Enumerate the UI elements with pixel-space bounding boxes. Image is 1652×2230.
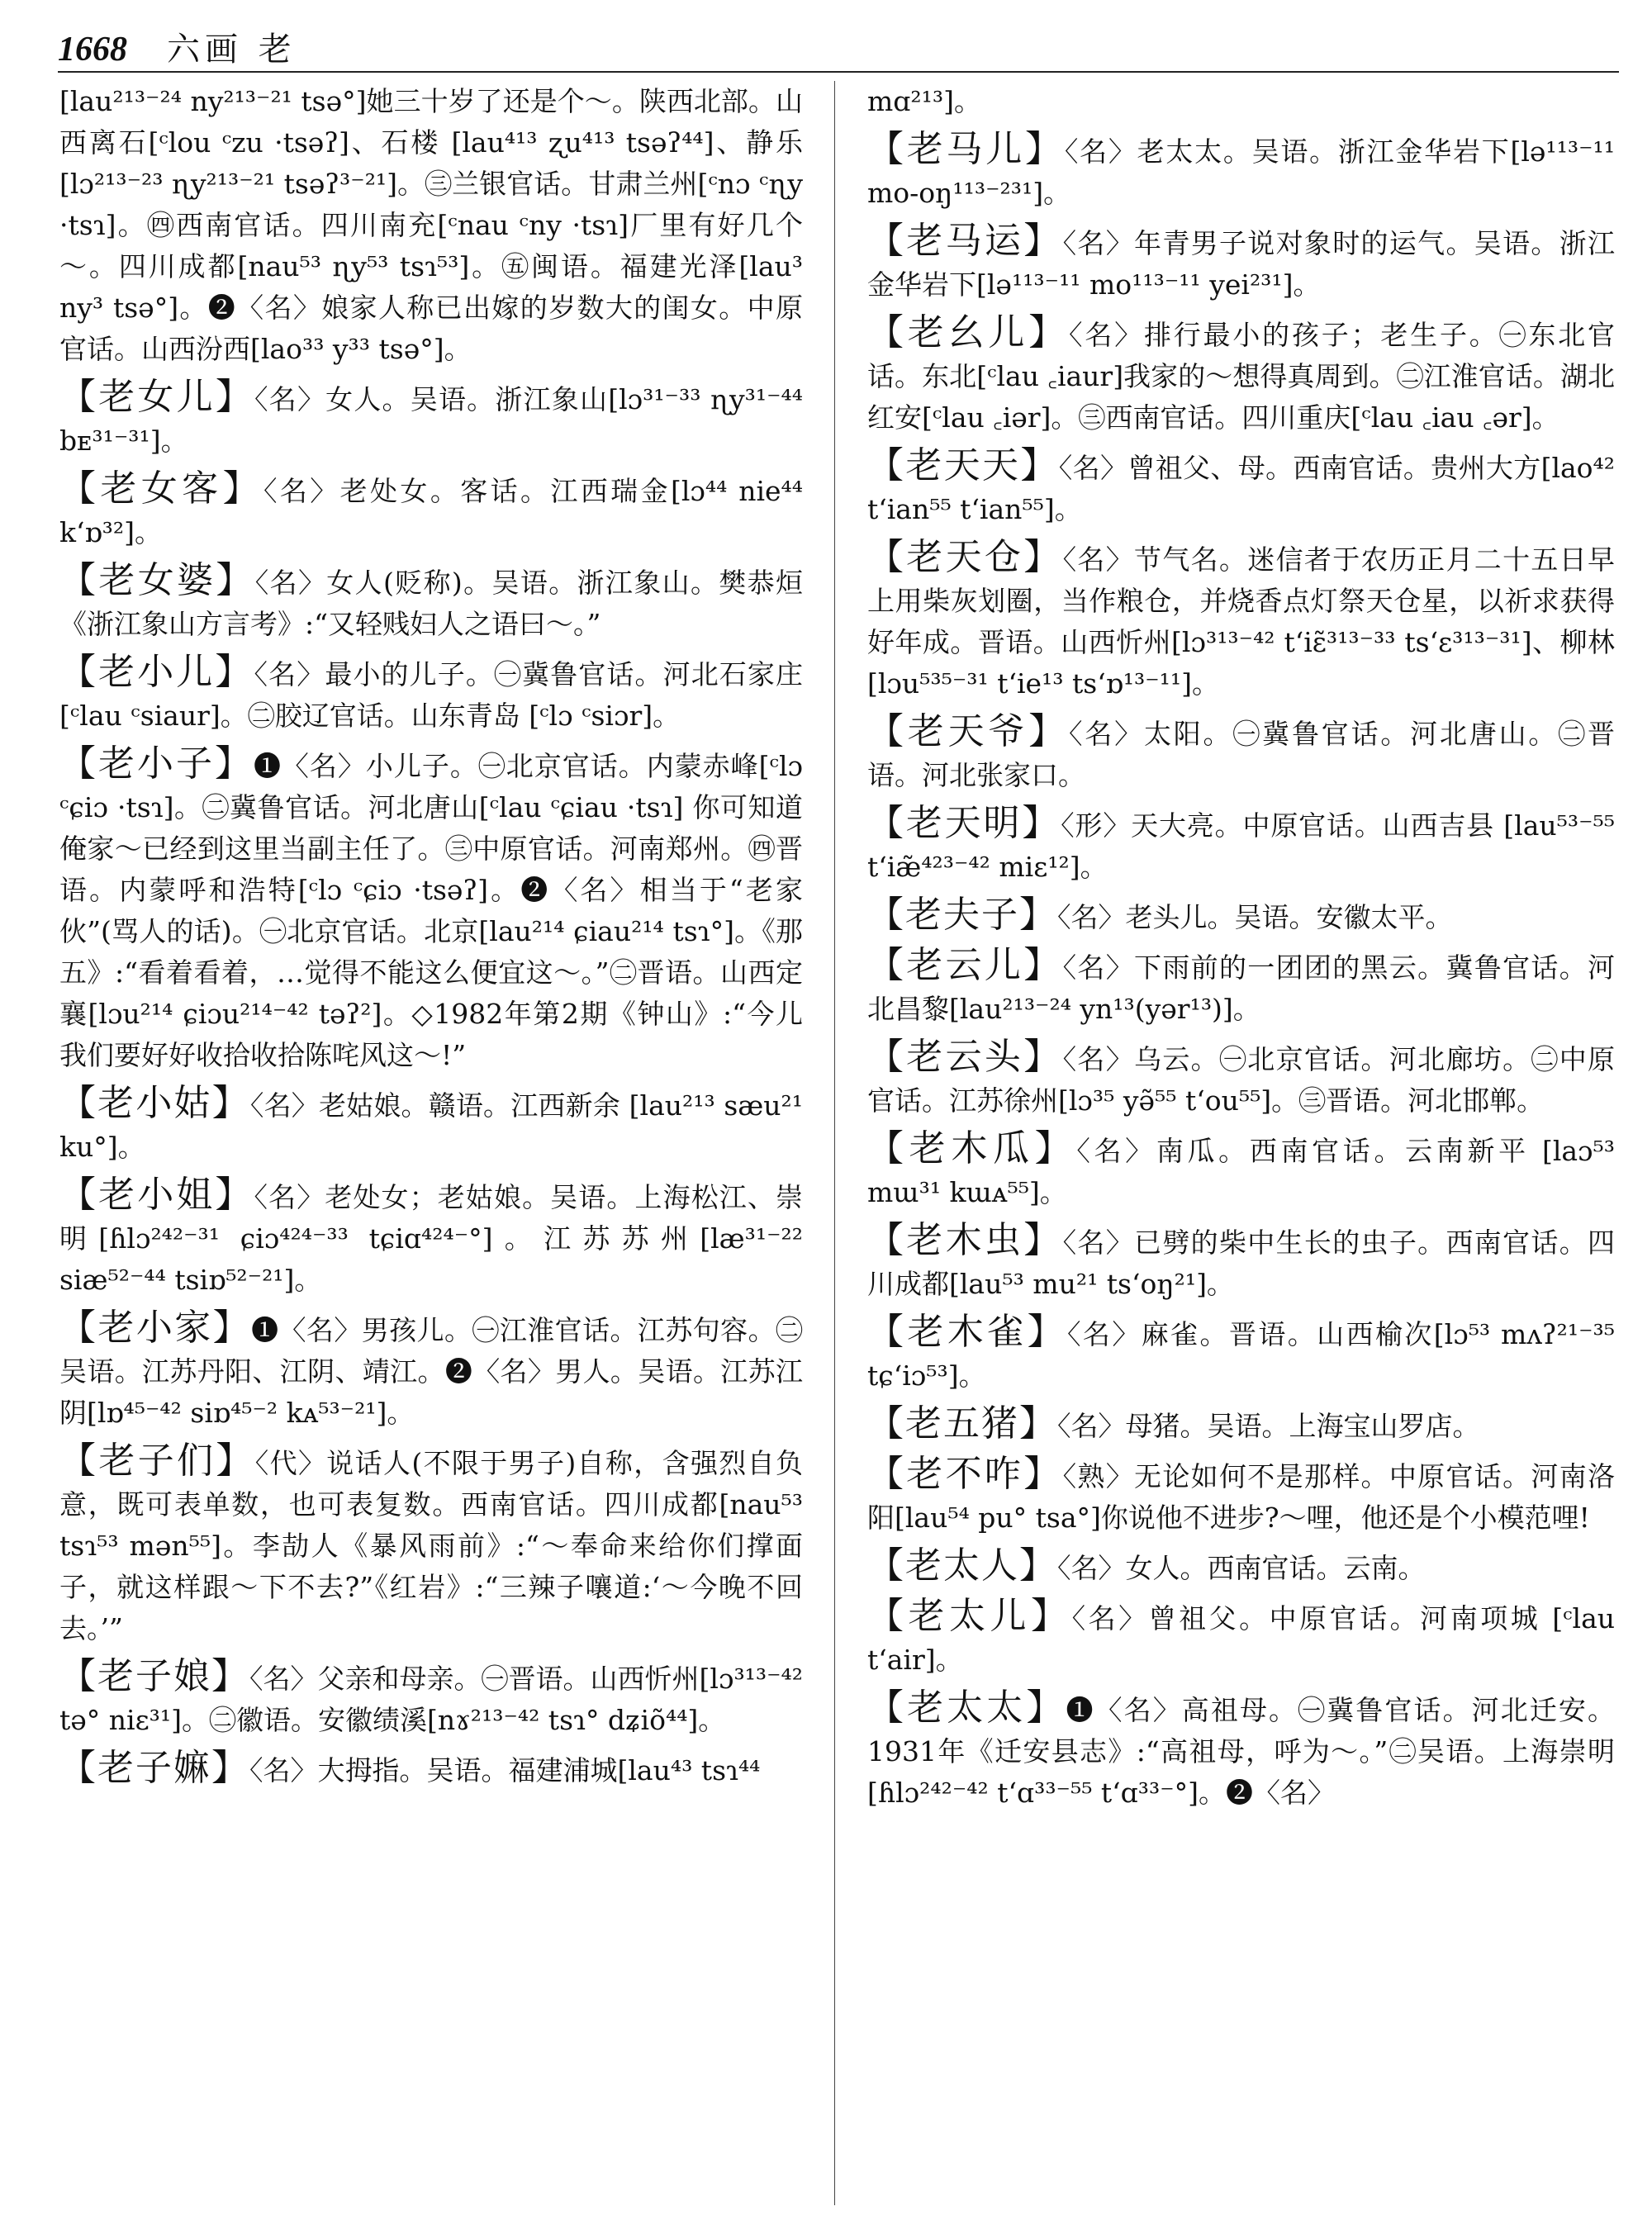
entry-headword: 【老太人】 [867,1544,1057,1587]
entry-definition: 〈名〉老头儿。吴语。安徽太平。 [1057,901,1453,933]
dictionary-entry [59,1083,803,1168]
column-divider [834,81,835,2205]
dictionary-entry [867,537,1615,705]
entry-headword: 【老子娘】 [59,1655,250,1697]
entry-headword: 【老幺儿】 [867,311,1070,353]
entry-definition: 〈名〉女人。西南官话。云南。 [1057,1552,1426,1584]
entry-headword: 【老子们】 [59,1440,255,1482]
entry-definition: 〈名〉太阳。㊀冀鲁官话。河北唐山。㊁晋语。河北张家口。 [867,718,1616,791]
entry-headword: 【老马儿】 [867,128,1065,170]
entry-headword: 【老木雀】 [867,1311,1068,1353]
entry-headword: 【老女婆】 [59,559,255,601]
entry-definition: 〈名〉老处女。客话。江西瑞金[lɔ⁴⁴ nie⁴⁴ k‘ɒ³²]。 [59,475,804,548]
entry-definition: 〈名〉老姑娘。赣语。江西新余 [lau²¹³ sæu²¹ ku°]。 [59,1089,804,1163]
right-column [867,81,1615,1820]
entry-headword: 【老子嫲】 [59,1747,249,1789]
entry-definition: 〈名〉年青男子说对象时的运气。吴语。浙江金华岩下[lə¹¹³⁻¹¹ mo¹¹³⁻¹¹ yei²³¹]。 [867,227,1615,301]
dictionary-entry [59,1656,803,1741]
continuation-text: [lau²¹³⁻²⁴ ny²¹³⁻²¹ tsə°]她三十岁了还是个～。陕西北部。山西离石[ᶜlou ᶜzu ·tsəʔ]、石楼 [lau⁴¹³ ʐu⁴¹³ tsəʔ⁴⁴]、静乐 [lɔ²¹³⁻²³ ɳy²¹³⁻²¹ tsəʔ³⁻²¹]。㊂兰银官话。甘肃兰州[ᶜnɔ ᶜɳy ·tsɿ]。㊃西南官话。四川南充[ᶜnau ᶜny ·tsɿ]厂里有好几个～。四川成都[nau⁵³ ɳy⁵³ tsɿ⁵³]。㊄闽语。福建光泽[lau³ ny³ tsə°]。❷〈名〉娘家人称已出嫁的岁数大的闺女。中原官话。山西汾西[lao³³ y³³ tsə°]。 [59,85,803,365]
entry-definition: ❶〈名〉小儿子。㊀北京官话。内蒙赤峰[ᶜlɔ ᶜɕiɔ ·tsɿ]。㊁冀鲁官话。河北唐山[ᶜlau ᶜɕiau ·tsɿ] 你可知道俺家～已经到这里当副主任了。㊂中原官话。河南郑州。㊃晋语。内蒙呼和浩特[ᶜlɔ ᶜɕiɔ ·tsəʔ]。❷〈名〉相当于“老家伙”(骂人的话)。㊀北京官话。北京[lau²¹⁴ ɕiau²¹⁴ tsɿ°]。《那五》:“看着看着，…觉得不能这么便宜这～。”㊁晋语。山西定襄[lɔu²¹⁴ ɕiɔu²¹⁴⁻⁴² təʔ²]。◇1982年第2期《钟山》:“今儿我们要好好收拾收拾陈咤风这～!” [59,750,804,1071]
entry-headword: 【老女儿】 [59,376,255,418]
entry-definition: 〈名〉大拇指。吴语。福建浦城[lau⁴³ tsɿ⁴⁴ [249,1754,761,1786]
header-rule [58,71,1619,73]
dictionary-entry [59,1307,803,1434]
dictionary-entry [867,894,1615,938]
entry-headword: 【老夫子】 [867,894,1057,936]
entry-headword: 【老太儿】 [867,1595,1072,1637]
entry-definition: 〈名〉老处女；老姑娘。吴语。上海松江、崇明[ɦlɔ²⁴²⁻³¹ ɕiɔ⁴²⁴⁻³³ tɕiɑ⁴²⁴⁻°]。江苏苏州[læ³¹⁻²² siæ⁵²⁻⁴⁴ tsiɒ⁵²⁻²¹]。 [59,1181,804,1296]
entry-definition: 〈名〉麻雀。晋语。山西榆次[lɔ⁵³ mʌʔ²¹⁻³⁵ tɕ‘iɔ⁵³]。 [867,1318,1616,1392]
entry-headword: 【老马运】 [867,220,1063,262]
entry-headword: 【老女客】 [59,467,263,510]
dictionary-entry [867,711,1615,796]
entry-definition: 〈名〉女人。吴语。浙江象山[lɔ³¹⁻³³ ɳy³¹⁻⁴⁴ bᴇ³¹⁻³¹]。 [59,383,804,457]
entry-headword: 【老云头】 [867,1036,1063,1078]
entry-headword: 【老云儿】 [867,944,1063,986]
entry-headword: 【老天天】 [867,444,1059,486]
entry-headword: 【老天仓】 [867,536,1063,578]
entry-definition: 〈名〉排行最小的孩子；老生子。㊀东北官话。东北[ᶜlau ꜀iaur]我家的～想得真周到。㊁江淮官话。湖北红安[ᶜlau ꜀iər]。㊂西南官话。四川重庆[ᶜlau ꜀iau ꜀ər]。 [867,319,1616,434]
entry-definition: 〈名〉节气名。迷信者于农历正月二十五日早上用柴灰划圈，当作粮仓，并烧香点灯祭天仓星，以祈求获得好年成。晋语。山西忻州[lɔ³¹³⁻⁴² t‘iɛ̃³¹³⁻³³ ts‘ɛ³¹³⁻³¹]、柳林[lɔu⁵³⁵⁻³¹ t‘ie¹³ ts‘ɒ¹³⁻¹¹]。 [867,543,1615,700]
dictionary-entry [59,1440,803,1649]
entry-headword: 【老太太】 [867,1687,1066,1729]
section-title: 六画 老 [167,31,297,69]
dictionary-entry [867,1037,1615,1122]
entry-definition: 〈名〉父亲和母亲。㊀晋语。山西忻州[lɔ³¹³⁻⁴² tə° niɛ³¹]。㊁徽语。安徽绩溪[nɤ²¹³⁻⁴² tsɿ° dʑiõ⁴⁴]。 [59,1663,804,1736]
entry-headword: 【老木瓜】 [867,1127,1077,1170]
entry-definition: 〈名〉女人(贬称)。吴语。浙江象山。樊恭烜《浙江象山方言考》:“又轻贱妇人之语曰～。” [59,567,803,640]
entry-headword: 【老小家】 [59,1307,252,1349]
dictionary-entry [867,1220,1615,1305]
entry-definition: 〈代〉说话人(不限于男子)自称，含强烈自负意，既可表单数，也可表复数。西南官话。四川成都[nau⁵³ tsɿ⁵³ mən⁵⁵]。李劼人《暴风雨前》:“～奉命来给你们撑面子，就这样跟～下不去?”《红岩》:“三辣子嚷道:‘～今晚不回去。’” [59,1447,803,1644]
entry-definition: 〈名〉已劈的柴中生长的虫子。西南官话。四川成都[lau⁵³ mu²¹ ts‘oŋ²¹]。 [867,1226,1615,1300]
dictionary-entry [59,1748,803,1791]
entry-definition: 〈名〉下雨前的一团团的黑云。冀鲁官话。河北昌黎[lau²¹³⁻²⁴ yn¹³(yər¹³)]。 [867,951,1615,1025]
dictionary-entry [59,1174,803,1301]
entry-headword: 【老小子】 [59,743,254,785]
dictionary-entry [59,560,803,645]
entry-definition: 〈名〉乌云。㊀北京官话。河北廊坊。㊁中原官话。江苏徐州[lɔ³⁵ yə̃⁵⁵ t‘ou⁵⁵]。㊂晋语。河北邯郸。 [867,1043,1615,1117]
entry-headword: 【老不咋】 [867,1453,1063,1495]
dictionary-entry [59,652,803,737]
dictionary-entry [867,221,1615,306]
entry-definition: 〈名〉曾祖父、母。西南官话。贵州大方[lao⁴² t‘ian⁵⁵ t‘ian⁵⁵]。 [867,452,1616,525]
entry-headword: 【老天明】 [867,802,1061,844]
page-number: 1668 [58,31,127,69]
dictionary-entry [867,1596,1615,1681]
dictionary-entry [867,129,1615,214]
left-column [59,81,803,1798]
dictionary-entry [867,1312,1615,1397]
entry-headword: 【老小姑】 [59,1082,250,1124]
entry-definition: 〈熟〉无论如何不是那样。中原官话。河南洛阳[lau⁵⁴ pu° tsa°]你说他不进步?～哩，他还是个小模范哩! [867,1460,1615,1534]
entry-definition: ❶〈名〉高祖母。㊀冀鲁官话。河北迁安。1931年《迁安县志》:“高祖母，呼为～。”㊁吴语。上海崇明[ɦlɔ²⁴²⁻⁴² t‘ɑ³³⁻⁵⁵ t‘ɑ³³⁻°]。❷〈名〉 [867,1694,1616,1809]
entry-definition: ❶〈名〉男孩儿。㊀江淮官话。江苏句容。㊁吴语。江苏丹阳、江阴、靖江。❷〈名〉男人。吴语。江苏江阴[lɒ⁴⁵⁻⁴² siɒ⁴⁵⁻² kᴀ⁵³⁻²¹]。 [59,1314,804,1429]
dictionary-entry [59,743,803,1076]
entry-definition: 〈形〉天大亮。中原官话。山西吉县 [lau⁵³⁻⁵⁵ t‘iæ̃⁴²³⁻⁴² miɛ¹²]。 [867,809,1616,883]
dictionary-entry [59,468,803,553]
entry-headword: 【老小儿】 [59,651,254,693]
entry-headword: 【老天爷】 [867,710,1070,752]
entry-definition: 〈名〉南瓜。西南官话。云南新平 [laɔ⁵³ mɯ³¹ kɯᴀ⁵⁵]。 [867,1135,1615,1208]
entry-headword: 【老木虫】 [867,1219,1063,1261]
entry-headword: 【老小姐】 [59,1174,254,1216]
dictionary-entry [867,1403,1615,1447]
entry-definition: 〈名〉母猪。吴语。上海宝山罗店。 [1057,1410,1480,1442]
dictionary-entry [867,1454,1615,1539]
dictionary-entry [867,1545,1615,1589]
dictionary-entry [867,1687,1615,1814]
dictionary-entry [867,945,1615,1030]
dictionary-entry [867,312,1615,439]
continuation-text: mɑ²¹³]。 [867,85,981,117]
entry-headword: 【老五猪】 [867,1402,1057,1445]
dictionary-entry [867,803,1615,888]
dictionary-entry [59,377,803,462]
dictionary-entry [867,1128,1615,1213]
entry-definition: 〈名〉最小的儿子。㊀冀鲁官话。河北石家庄 [ᶜlau ᶜsiaur]。㊁胶辽官话。山东青岛 [ᶜlɔ ᶜsiɔr]。 [59,658,804,732]
entry-definition: 〈名〉曾祖父。中原官话。河南项城 [ᶜlau t‘air]。 [867,1602,1616,1676]
dictionary-entry [867,445,1615,530]
entry-definition: 〈名〉老太太。吴语。浙江金华岩下[lə¹¹³⁻¹¹ mo-oŋ¹¹³⁻²³¹]。 [867,135,1616,209]
